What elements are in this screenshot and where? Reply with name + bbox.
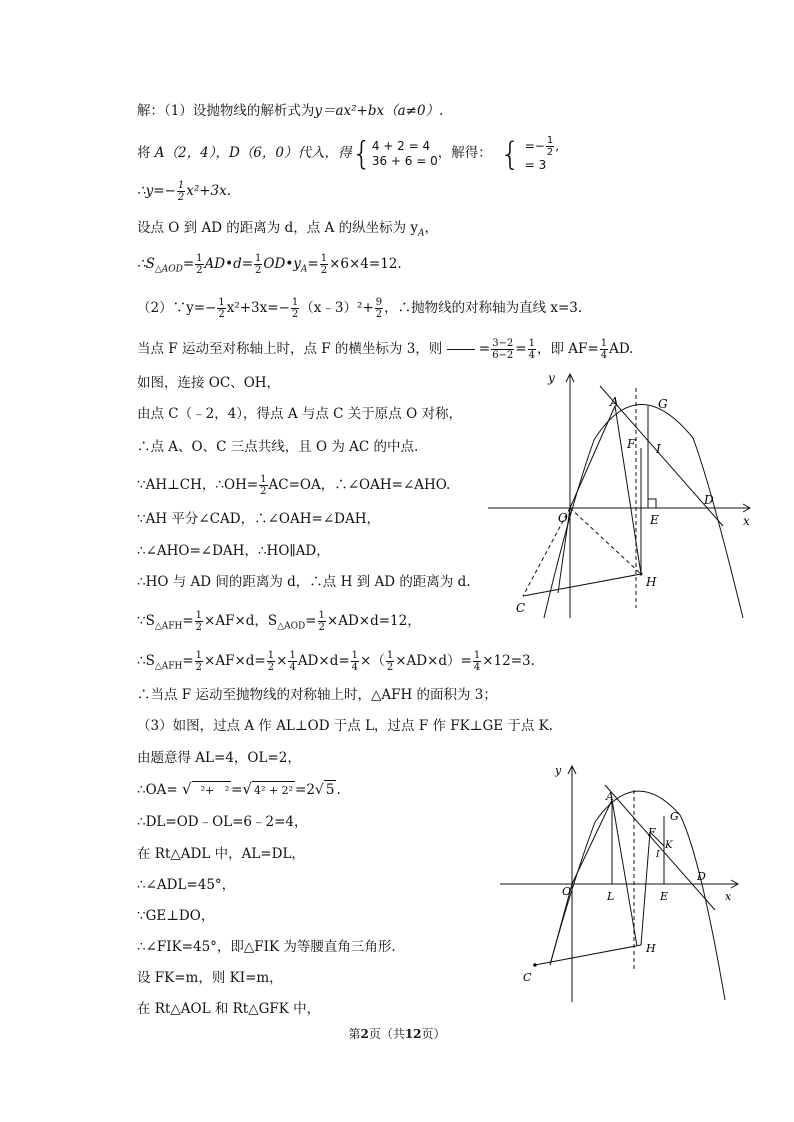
text: 当点 F 运动至对称轴上时，点 F 的横坐标为 3，则 bbox=[137, 341, 443, 357]
text: = bbox=[515, 341, 527, 357]
sqrt-sign: √ bbox=[314, 782, 324, 798]
fraction bbox=[291, 297, 299, 320]
text: ∴S bbox=[137, 653, 155, 669]
numerator: 1 bbox=[196, 253, 203, 264]
fraction bbox=[351, 650, 359, 673]
numerator: 1 bbox=[195, 610, 203, 621]
text: ×AF×d，S bbox=[204, 613, 278, 629]
label-c: C bbox=[516, 601, 526, 615]
segment-oa bbox=[572, 800, 612, 884]
numerator: 1 bbox=[528, 338, 535, 349]
solution-line-12: ∵AH 平分∠CAD，∴∠OAH=∠DAH， bbox=[137, 511, 380, 527]
fraction bbox=[195, 650, 203, 673]
sqrt-content: 5 bbox=[325, 782, 335, 798]
page-footer bbox=[0, 1025, 794, 1042]
numerator: 1 bbox=[267, 650, 275, 661]
solution-line-21: ∴DL=OD﹣OL=6﹣2=4， bbox=[137, 814, 308, 830]
label-h: H bbox=[646, 575, 657, 589]
denominator: 2 bbox=[196, 265, 203, 276]
text: ， bbox=[424, 220, 438, 236]
label-y: y bbox=[555, 764, 562, 777]
denominator: 2 bbox=[546, 147, 554, 158]
fraction bbox=[473, 650, 481, 673]
segment-oa bbox=[570, 406, 615, 508]
text: = bbox=[305, 613, 317, 629]
fraction bbox=[528, 338, 536, 361]
text: = bbox=[478, 341, 491, 357]
text: = bbox=[182, 613, 194, 629]
solution-line-14: ∴HO 与 AD 间的距离为 d，∴点 H 到 AD 的距离为 d. bbox=[137, 574, 471, 590]
geometry-figure-2 bbox=[500, 760, 745, 1005]
denominator: 4 bbox=[473, 662, 481, 673]
text: ×12=3. bbox=[482, 653, 535, 669]
text: ，即 AF= bbox=[536, 341, 599, 357]
numerator: 1 bbox=[546, 135, 554, 146]
solution-line-18: （3）如图，过点 A 作 AL⊥OD 于点 L，过点 F 作 FK⊥GE 于点 K. bbox=[137, 718, 554, 734]
label-o: O bbox=[558, 511, 568, 525]
solution-line-15 bbox=[137, 610, 421, 636]
solution-line-22: 在 Rt△ADL 中，AL=DL， bbox=[137, 846, 305, 862]
solution-line-16 bbox=[137, 650, 535, 676]
numerator: 1 bbox=[260, 474, 267, 485]
fraction bbox=[491, 338, 514, 361]
label-o: O bbox=[562, 885, 572, 898]
text: ∵AH⊥CH，∴OH= bbox=[137, 477, 259, 493]
text: ，∴抛物线的对称轴为直线 x=3. bbox=[384, 300, 583, 316]
fraction bbox=[254, 253, 262, 276]
numerator: 1 bbox=[291, 297, 299, 308]
subscript: △AFH bbox=[154, 661, 183, 672]
fraction bbox=[375, 297, 383, 320]
subscript: △AFH bbox=[154, 621, 183, 632]
fraction bbox=[177, 180, 185, 203]
label-k: K bbox=[665, 840, 673, 851]
numerator: 1 bbox=[255, 253, 262, 264]
equation: y＝ax²+bx（a≠0）. bbox=[314, 103, 444, 119]
denominator: 4 bbox=[289, 662, 296, 673]
text: . bbox=[336, 782, 341, 798]
page-number: 2 bbox=[360, 1027, 369, 1041]
geometry-figure-1 bbox=[488, 368, 758, 618]
solution-line-24: ∵GE⊥DO， bbox=[137, 908, 215, 924]
fraction bbox=[320, 253, 328, 276]
text: AD. bbox=[609, 341, 634, 357]
footer-text: 页（共 bbox=[368, 1027, 405, 1041]
solution-line-6 bbox=[137, 297, 582, 320]
label-f: F bbox=[627, 437, 636, 451]
text: =2 bbox=[295, 782, 315, 798]
segment-ah bbox=[615, 406, 641, 574]
equation-1: 4 + 2 = 4 bbox=[371, 138, 431, 153]
text: AD•d= bbox=[204, 256, 254, 272]
fraction bbox=[259, 474, 267, 497]
text: ×（ bbox=[360, 653, 385, 669]
solution-line-17: ∴当点 F 运动至抛物线的对称轴上时，△AFH 的面积为 3； bbox=[137, 687, 497, 703]
denominator: 2 bbox=[260, 486, 267, 497]
denominator: 2 bbox=[177, 192, 185, 203]
point-c bbox=[533, 963, 537, 967]
segment-fh bbox=[641, 832, 650, 945]
label-l: L bbox=[607, 890, 615, 903]
numerator: 1 bbox=[473, 650, 481, 661]
label-i: I bbox=[656, 850, 660, 860]
text: = bbox=[307, 256, 319, 272]
solution-line-25: ∴∠FIK=45°，即△FIK 为等腰直角三角形. bbox=[137, 939, 396, 955]
label-x: x bbox=[743, 514, 750, 528]
numerator: 1 bbox=[289, 650, 296, 661]
fraction bbox=[318, 610, 326, 633]
label-g: G bbox=[670, 810, 679, 823]
text: = bbox=[231, 782, 243, 798]
text: AC=OA，∴∠OAH=∠AHO. bbox=[268, 477, 451, 493]
denominator: 4 bbox=[528, 350, 535, 361]
text: x²+3x. bbox=[186, 183, 232, 199]
subscript: △AOD bbox=[154, 264, 183, 275]
sqrt-content: ²+ ² bbox=[192, 781, 232, 800]
numerator: 1 bbox=[320, 253, 328, 264]
fraction bbox=[195, 610, 203, 633]
text: x²+3x=− bbox=[226, 300, 290, 316]
label-g: G bbox=[658, 397, 668, 411]
label-d: D bbox=[704, 493, 714, 507]
text: ×AD×d=12， bbox=[326, 613, 421, 629]
text: AD×d= bbox=[297, 653, 350, 669]
solution-line-20 bbox=[137, 780, 341, 800]
equation-system bbox=[372, 139, 438, 169]
text: = bbox=[182, 653, 194, 669]
solution-2: = 3 bbox=[524, 158, 547, 172]
left-brace: { bbox=[500, 134, 521, 173]
text: ∴y=− bbox=[137, 183, 176, 199]
equation-2: 36 + 6 = 0 bbox=[371, 153, 438, 168]
solution-line-7 bbox=[137, 338, 633, 361]
denominator: 6−2 bbox=[492, 350, 514, 361]
segment-ah bbox=[612, 800, 637, 946]
text: （x﹣3）²+ bbox=[300, 300, 374, 316]
fraction-bar bbox=[447, 349, 475, 350]
text: A（2，4），D（6，0）代入，得 bbox=[154, 145, 352, 161]
fraction bbox=[600, 338, 608, 361]
segment-oh bbox=[570, 508, 641, 574]
label-y: y bbox=[548, 371, 555, 385]
right-angle-mark bbox=[648, 499, 656, 508]
point-h bbox=[640, 573, 643, 576]
text: 解：（1）设抛物线的解析式为 bbox=[137, 103, 315, 119]
parabola-curve bbox=[544, 404, 743, 618]
solution-line-13: ∴∠AHO=∠DAH，∴HO∥AD， bbox=[137, 543, 330, 559]
text: ×6×4=12. bbox=[329, 256, 402, 272]
label-x: x bbox=[725, 890, 732, 903]
denominator: 2 bbox=[218, 309, 225, 320]
denominator: 2 bbox=[267, 662, 275, 673]
text: ∴OA= bbox=[137, 782, 178, 798]
denominator: 2 bbox=[375, 309, 383, 320]
denominator: 2 bbox=[195, 662, 203, 673]
denominator: 2 bbox=[386, 662, 394, 673]
solution-line-1 bbox=[137, 102, 443, 120]
label-f: F bbox=[648, 826, 656, 839]
numerator: 1 bbox=[195, 650, 203, 661]
solution-line-23: ∴∠ADL=45°， bbox=[137, 877, 236, 893]
solution-line-8: 如图，连接 OC、OH， bbox=[137, 375, 281, 391]
text: =− bbox=[524, 139, 545, 153]
solution-line-10: ∴点 A、O、C 三点共线，且 O 为 AC 的中点. bbox=[137, 439, 419, 455]
solution-line-5 bbox=[137, 253, 402, 279]
text: × bbox=[276, 653, 288, 669]
text: 将 bbox=[137, 145, 151, 161]
text: ，解得： bbox=[437, 145, 492, 161]
label-e: E bbox=[660, 890, 669, 903]
solution-line-9: 由点 C（﹣2，4），得点 A 与点 C 关于原点 O 对称， bbox=[137, 406, 462, 422]
subscript: A bbox=[300, 264, 308, 275]
solution-line-4 bbox=[137, 219, 438, 243]
numerator: 9 bbox=[375, 297, 383, 308]
numerator: 1 bbox=[600, 338, 608, 349]
solution-line-2 bbox=[137, 134, 559, 172]
denominator: 2 bbox=[320, 265, 328, 276]
denominator: 4 bbox=[600, 350, 608, 361]
text: （2）∵y=− bbox=[137, 300, 217, 316]
label-d: D bbox=[697, 870, 706, 883]
label-a: A bbox=[606, 790, 614, 803]
fraction bbox=[195, 253, 203, 276]
label-c: C bbox=[523, 971, 532, 984]
numerator: 1 bbox=[218, 297, 225, 308]
sqrt-sign: √ bbox=[182, 780, 192, 798]
numerator: 3−2 bbox=[492, 338, 514, 349]
text: 设点 O 到 AD 的距离为 d，点 A 的纵坐标为 y bbox=[137, 220, 418, 236]
label-e: E bbox=[650, 513, 659, 527]
sqrt-content: 4² + 2² bbox=[252, 781, 295, 800]
label-h: H bbox=[646, 942, 656, 955]
denominator: 2 bbox=[318, 622, 325, 633]
numerator: 1 bbox=[177, 180, 185, 191]
text: ∵S bbox=[137, 613, 155, 629]
text: = bbox=[182, 256, 195, 272]
solution-line-26: 设 FK=m，则 KI=m， bbox=[137, 970, 283, 986]
solution-line-3 bbox=[137, 180, 231, 203]
fraction bbox=[217, 297, 225, 320]
numerator: 1 bbox=[351, 650, 359, 661]
text: ×AD×d）= bbox=[395, 653, 472, 669]
page-total: 12 bbox=[404, 1027, 422, 1041]
fraction bbox=[546, 135, 554, 158]
denominator: 2 bbox=[255, 265, 262, 276]
solution-line-27: 在 Rt△AOL 和 Rt△GFK 中， bbox=[137, 1001, 321, 1017]
solution-system bbox=[525, 135, 559, 172]
text: ×AF×d= bbox=[204, 653, 266, 669]
solution-line-11 bbox=[137, 474, 450, 497]
numerator: 1 bbox=[318, 610, 325, 621]
sqrt-sign: √ bbox=[242, 780, 252, 798]
footer-text: 页） bbox=[421, 1027, 446, 1041]
text: OD•y bbox=[263, 256, 301, 272]
subscript: △AOD bbox=[277, 621, 306, 632]
denominator: 2 bbox=[291, 309, 299, 320]
text: ∴S bbox=[137, 256, 155, 272]
fraction bbox=[267, 650, 275, 673]
segment-ch bbox=[523, 574, 641, 596]
solution-line-19: 由题意得 AL=4，OL=2， bbox=[137, 750, 301, 766]
left-brace: { bbox=[351, 134, 372, 173]
subscript: A bbox=[418, 228, 425, 239]
denominator: 2 bbox=[195, 622, 203, 633]
denominator: 4 bbox=[351, 662, 359, 673]
fraction bbox=[288, 650, 296, 673]
numerator: 1 bbox=[386, 650, 394, 661]
label-i: I bbox=[656, 442, 661, 456]
footer-text: 第 bbox=[348, 1027, 361, 1041]
label-a: A bbox=[610, 395, 619, 409]
fraction bbox=[386, 650, 394, 673]
solution-1: =− $\frac{1}{2}$ , bbox=[524, 135, 560, 158]
